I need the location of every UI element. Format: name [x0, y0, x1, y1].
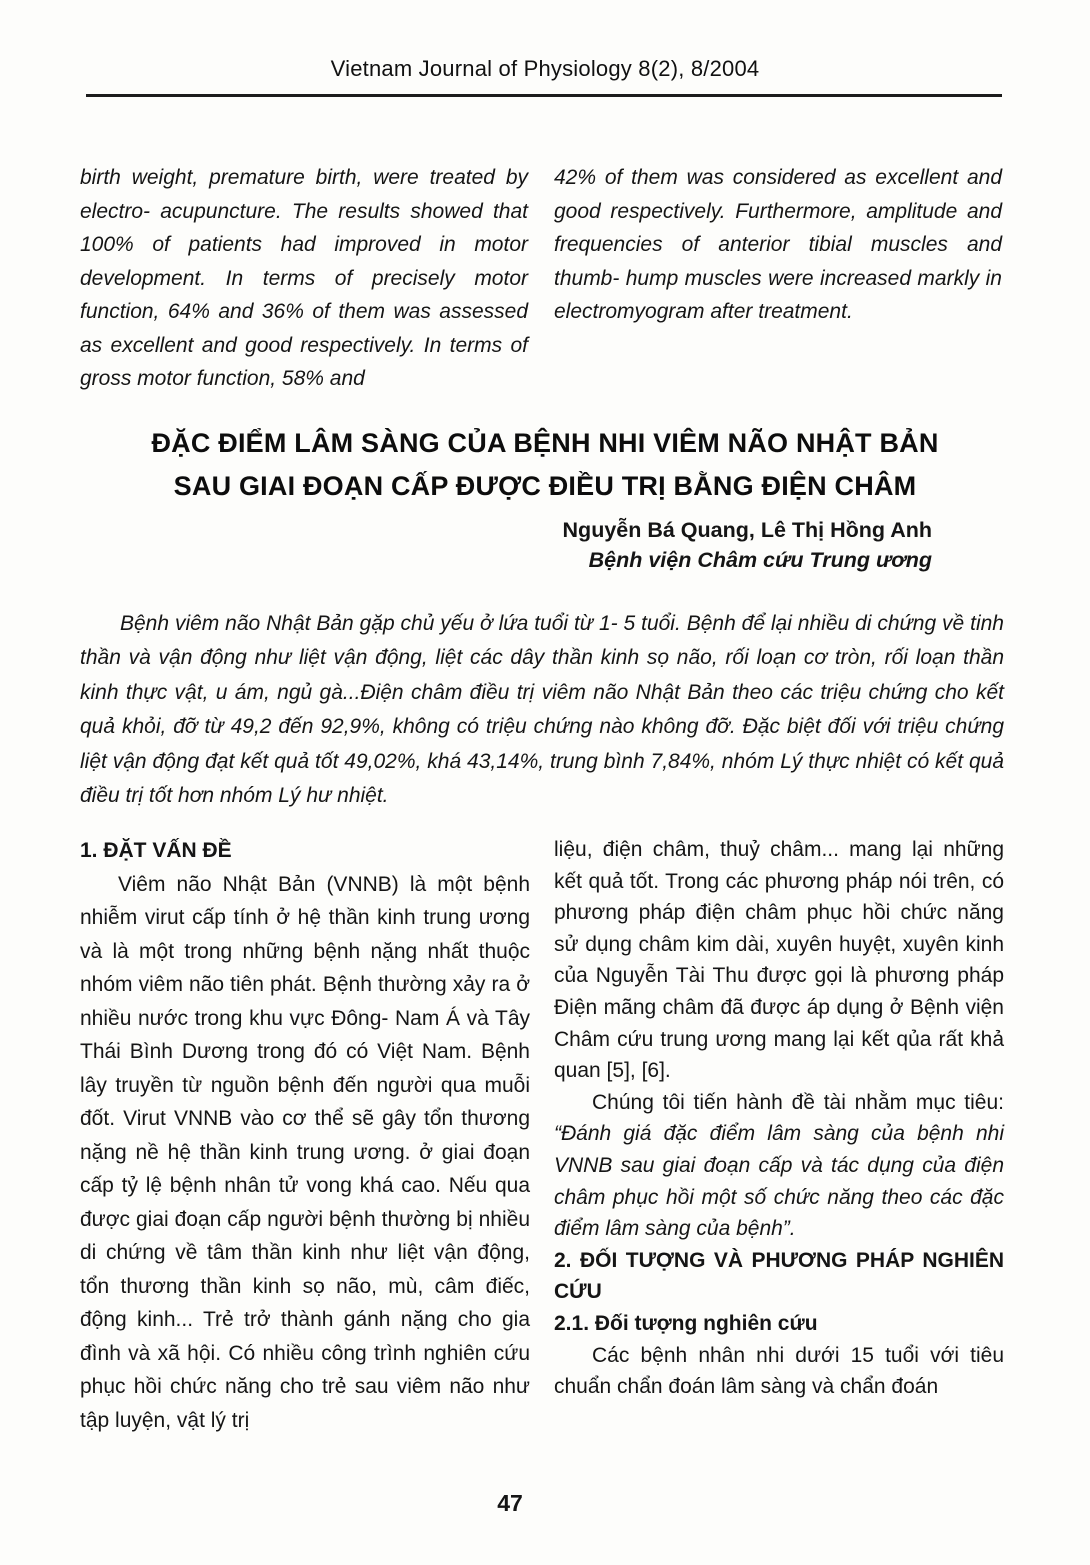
section-2-1-paragraph: Các bệnh nhân nhi dưới 15 tuổi với tiêu chuẩn chẩn đoán lâm sàng và chẩn đoán — [554, 1343, 1004, 1399]
article-title-block — [80, 422, 1010, 575]
body-columns — [80, 834, 1004, 1437]
page-number: 47 — [497, 1490, 523, 1516]
body-left-column — [80, 834, 530, 1437]
article-title-line1: ĐẶC ĐIỂM LÂM SÀNG CỦA BỆNH NHI VIÊM NÃO NHẬT BẢN — [151, 427, 939, 458]
objective-intro: Chúng tôi tiến hành đề tài nhằm mục tiêu: — [592, 1090, 1004, 1114]
affiliation: Bệnh viện Châm cứu Trung ương — [588, 547, 932, 572]
english-abstract-right-column: 42% of them was considered as excellent and good respectively. Furthermore, amplitude and frequencies of anterior tibial muscles and thumb- hump muscles were increased markly in electromyogram after treatment. — [554, 166, 1002, 323]
article-title-line2: SAU GIAI ĐOẠN CẤP ĐƯỢC ĐIỀU TRỊ BẰNG ĐIỆN CHÂM — [173, 470, 917, 501]
article-title — [80, 422, 1010, 508]
section-1-heading: 1. ĐẶT VẤN ĐỀ — [80, 839, 232, 863]
header-rule — [86, 94, 1002, 97]
section-1-paragraph-continuation: liệu, điện châm, thuỷ châm... mang lại những kết quả tốt. Trong các phương pháp nói trên, có phương pháp điện châm phục hồi chức năng sử dụng châm kim dài, xuyên huyệt, xuyên kinh của Nguyễn Tài Thu được gọi là phương pháp Điện mãng châm đã được áp dụng ở Bệnh viện Châm cứu trung ương mang lại kết qủa rất khả quan [5], [6]. — [554, 838, 1004, 1083]
authors: Nguyễn Bá Quang, Lê Thị Hồng Anh — [562, 517, 932, 542]
vietnamese-abstract: Bệnh viêm não Nhật Bản gặp chủ yếu ở lứa tuổi từ 1- 5 tuổi. Bệnh để lại nhiều di chứng về tinh thần và vận động như liệt vận động, liệt các dây thần kinh sọ não, rối loạn cơ tròn, rối loạn thần kinh thực vật, u ám, ngủ gà...Điện châm điều trị viêm não Nhật Bản theo các triệu chứng cho kết quả khỏi, đỡ từ 49,2 đến 92,9%, không có triệu chứng nào không đỡ. Đặc biệt đối với triệu chứng liệt vận động đạt kết quả tốt 49,02%, khá 43,14%, trung bình 7,84%, nhóm Lý thực nhiệt có kết quả điều trị tốt hơn nhóm Lý hư nhiệt. — [80, 611, 1004, 808]
objective-paragraph — [554, 1087, 1004, 1245]
english-abstract-left-column: birth weight, premature birth, were treated by electro- acupuncture. The results showed that 100% of patients had improved in motor development. In terms of precisely motor function, 64% and 36% of them was assessed as excellent and good respectively. In terms of gross motor function, 58% and — [80, 166, 528, 390]
section-1-paragraph: Viêm não Nhật Bản (VNNB) là một bệnh nhiễm virut cấp tính ở hệ thần kinh trung ương và là một trong những bệnh nặng nhất thuộc nhóm viêm não tiên phát. Bệnh thường xảy ra ở nhiều nước trong khu vực Đông- Nam Á và Tây Thái Bình Dương trong đó có Việt Nam. Bệnh lây truyền từ nguồn bệnh đến người qua muỗi đốt. Virut VNNB vào cơ thể sẽ gây tổn thương nặng nề hệ thần kinh trung ương. ở giai đoạn cấp tỷ lệ bệnh nhân tử vong khá cao. Nếu qua được giai đoạn cấp người bệnh thường bị nhiều di chứng về tâm thần kinh như liệt vận động, tổn thương thần kinh sọ não, mù, câm điếc, động kinh... Trẻ trở thành gánh nặng cho gia đình và xã hội. Có nhiều công trình nghiên cứu phục hồi chức năng cho trẻ sau viêm não như tập luyện, vật lý trị — [80, 872, 530, 1432]
section-2-1-heading: 2.1. Đối tượng nghiên cứu — [554, 1311, 818, 1335]
english-abstract — [80, 161, 1002, 396]
section-2-heading: 2. ĐỐI TƯỢNG VÀ PHƯƠNG PHÁP NGHIÊN CỨU — [554, 1248, 1004, 1304]
body-right-column — [554, 834, 1004, 1437]
journal-header-title: Vietnam Journal of Physiology 8(2), 8/2004 — [330, 56, 760, 81]
objective-quote: “Đánh giá đặc điểm lâm sàng của bệnh nhi VNNB sau giai đoạn cấp và tác dụng của điện châm phục hồi một số chức năng theo các đặc điểm lâm sàng của bệnh”. — [554, 1122, 1004, 1241]
